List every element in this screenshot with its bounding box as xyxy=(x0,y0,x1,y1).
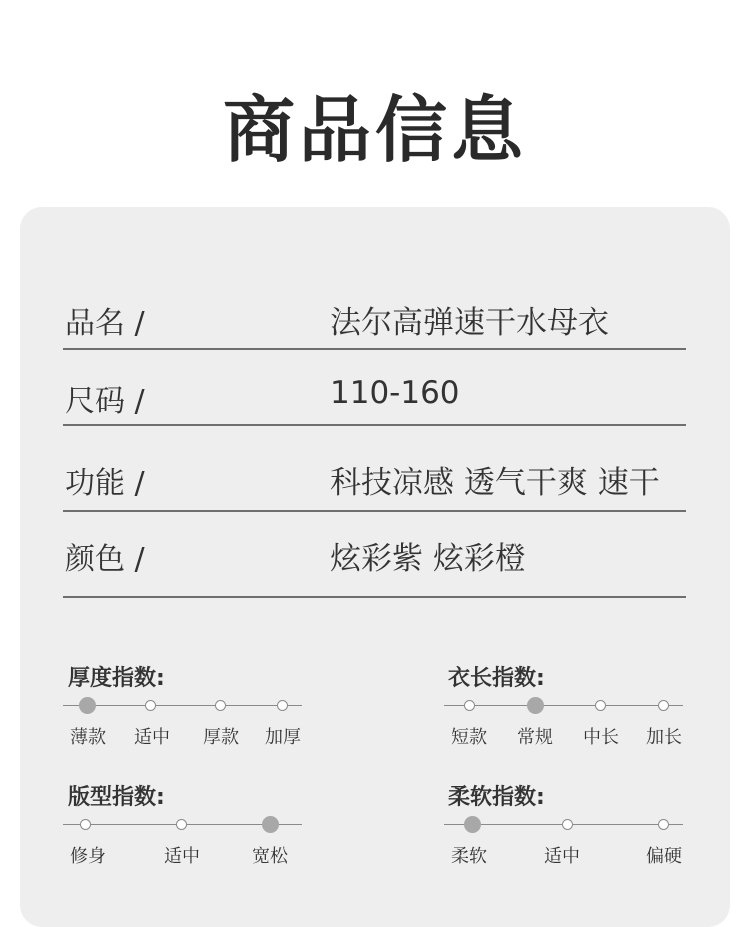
info-label: 功能 / xyxy=(65,466,145,501)
info-value: 炫彩紫 炫彩橙 xyxy=(330,541,526,577)
info-value: 法尔高弹速干水母衣 xyxy=(330,305,609,341)
scale-dot xyxy=(215,700,226,711)
softness-option: 适中 xyxy=(544,846,580,867)
scale-dot xyxy=(145,700,156,711)
scale-dot xyxy=(464,700,475,711)
length-option: 短款 xyxy=(451,727,487,748)
scale-dot-selected xyxy=(464,816,481,833)
info-row-color xyxy=(63,530,686,598)
length-scale-line xyxy=(444,705,683,706)
info-label: 尺码 / xyxy=(65,384,145,419)
info-row-name xyxy=(63,290,686,350)
scale-dot xyxy=(595,700,606,711)
info-label: 颜色 / xyxy=(65,542,145,577)
scale-dot-selected xyxy=(262,816,279,833)
info-row-function xyxy=(63,446,686,512)
thickness-option: 加厚 xyxy=(265,727,301,748)
info-row-size xyxy=(63,366,686,426)
thickness-option: 厚款 xyxy=(203,727,239,748)
info-value: 110-160 xyxy=(330,375,460,411)
softness-option: 柔软 xyxy=(451,846,487,867)
thickness-option: 薄款 xyxy=(70,727,106,748)
scale-dot xyxy=(80,819,91,830)
fit-option: 修身 xyxy=(70,846,106,867)
thickness-scale-line xyxy=(63,705,302,706)
length-option: 常规 xyxy=(517,727,553,748)
info-value: 科技凉感 透气干爽 速干 xyxy=(330,465,660,501)
scale-dot xyxy=(176,819,187,830)
softness-index-title: 柔软指数: xyxy=(448,785,545,810)
fit-index-title: 版型指数: xyxy=(68,785,165,810)
fit-option: 适中 xyxy=(164,846,200,867)
scale-dot xyxy=(658,819,669,830)
softness-option: 偏硬 xyxy=(646,846,682,867)
scale-dot-selected xyxy=(79,697,96,714)
scale-dot xyxy=(277,700,288,711)
length-option: 加长 xyxy=(646,727,682,748)
scale-dot-selected xyxy=(527,697,544,714)
info-label: 品名 / xyxy=(65,306,145,341)
fit-option: 宽松 xyxy=(252,846,288,867)
length-index-title: 衣长指数: xyxy=(448,666,545,691)
scale-dot xyxy=(658,700,669,711)
thickness-option: 适中 xyxy=(134,727,170,748)
scale-dot xyxy=(562,819,573,830)
page-title: 商品信息 xyxy=(222,88,527,172)
length-option: 中长 xyxy=(583,727,619,748)
thickness-index-title: 厚度指数: xyxy=(68,666,165,691)
